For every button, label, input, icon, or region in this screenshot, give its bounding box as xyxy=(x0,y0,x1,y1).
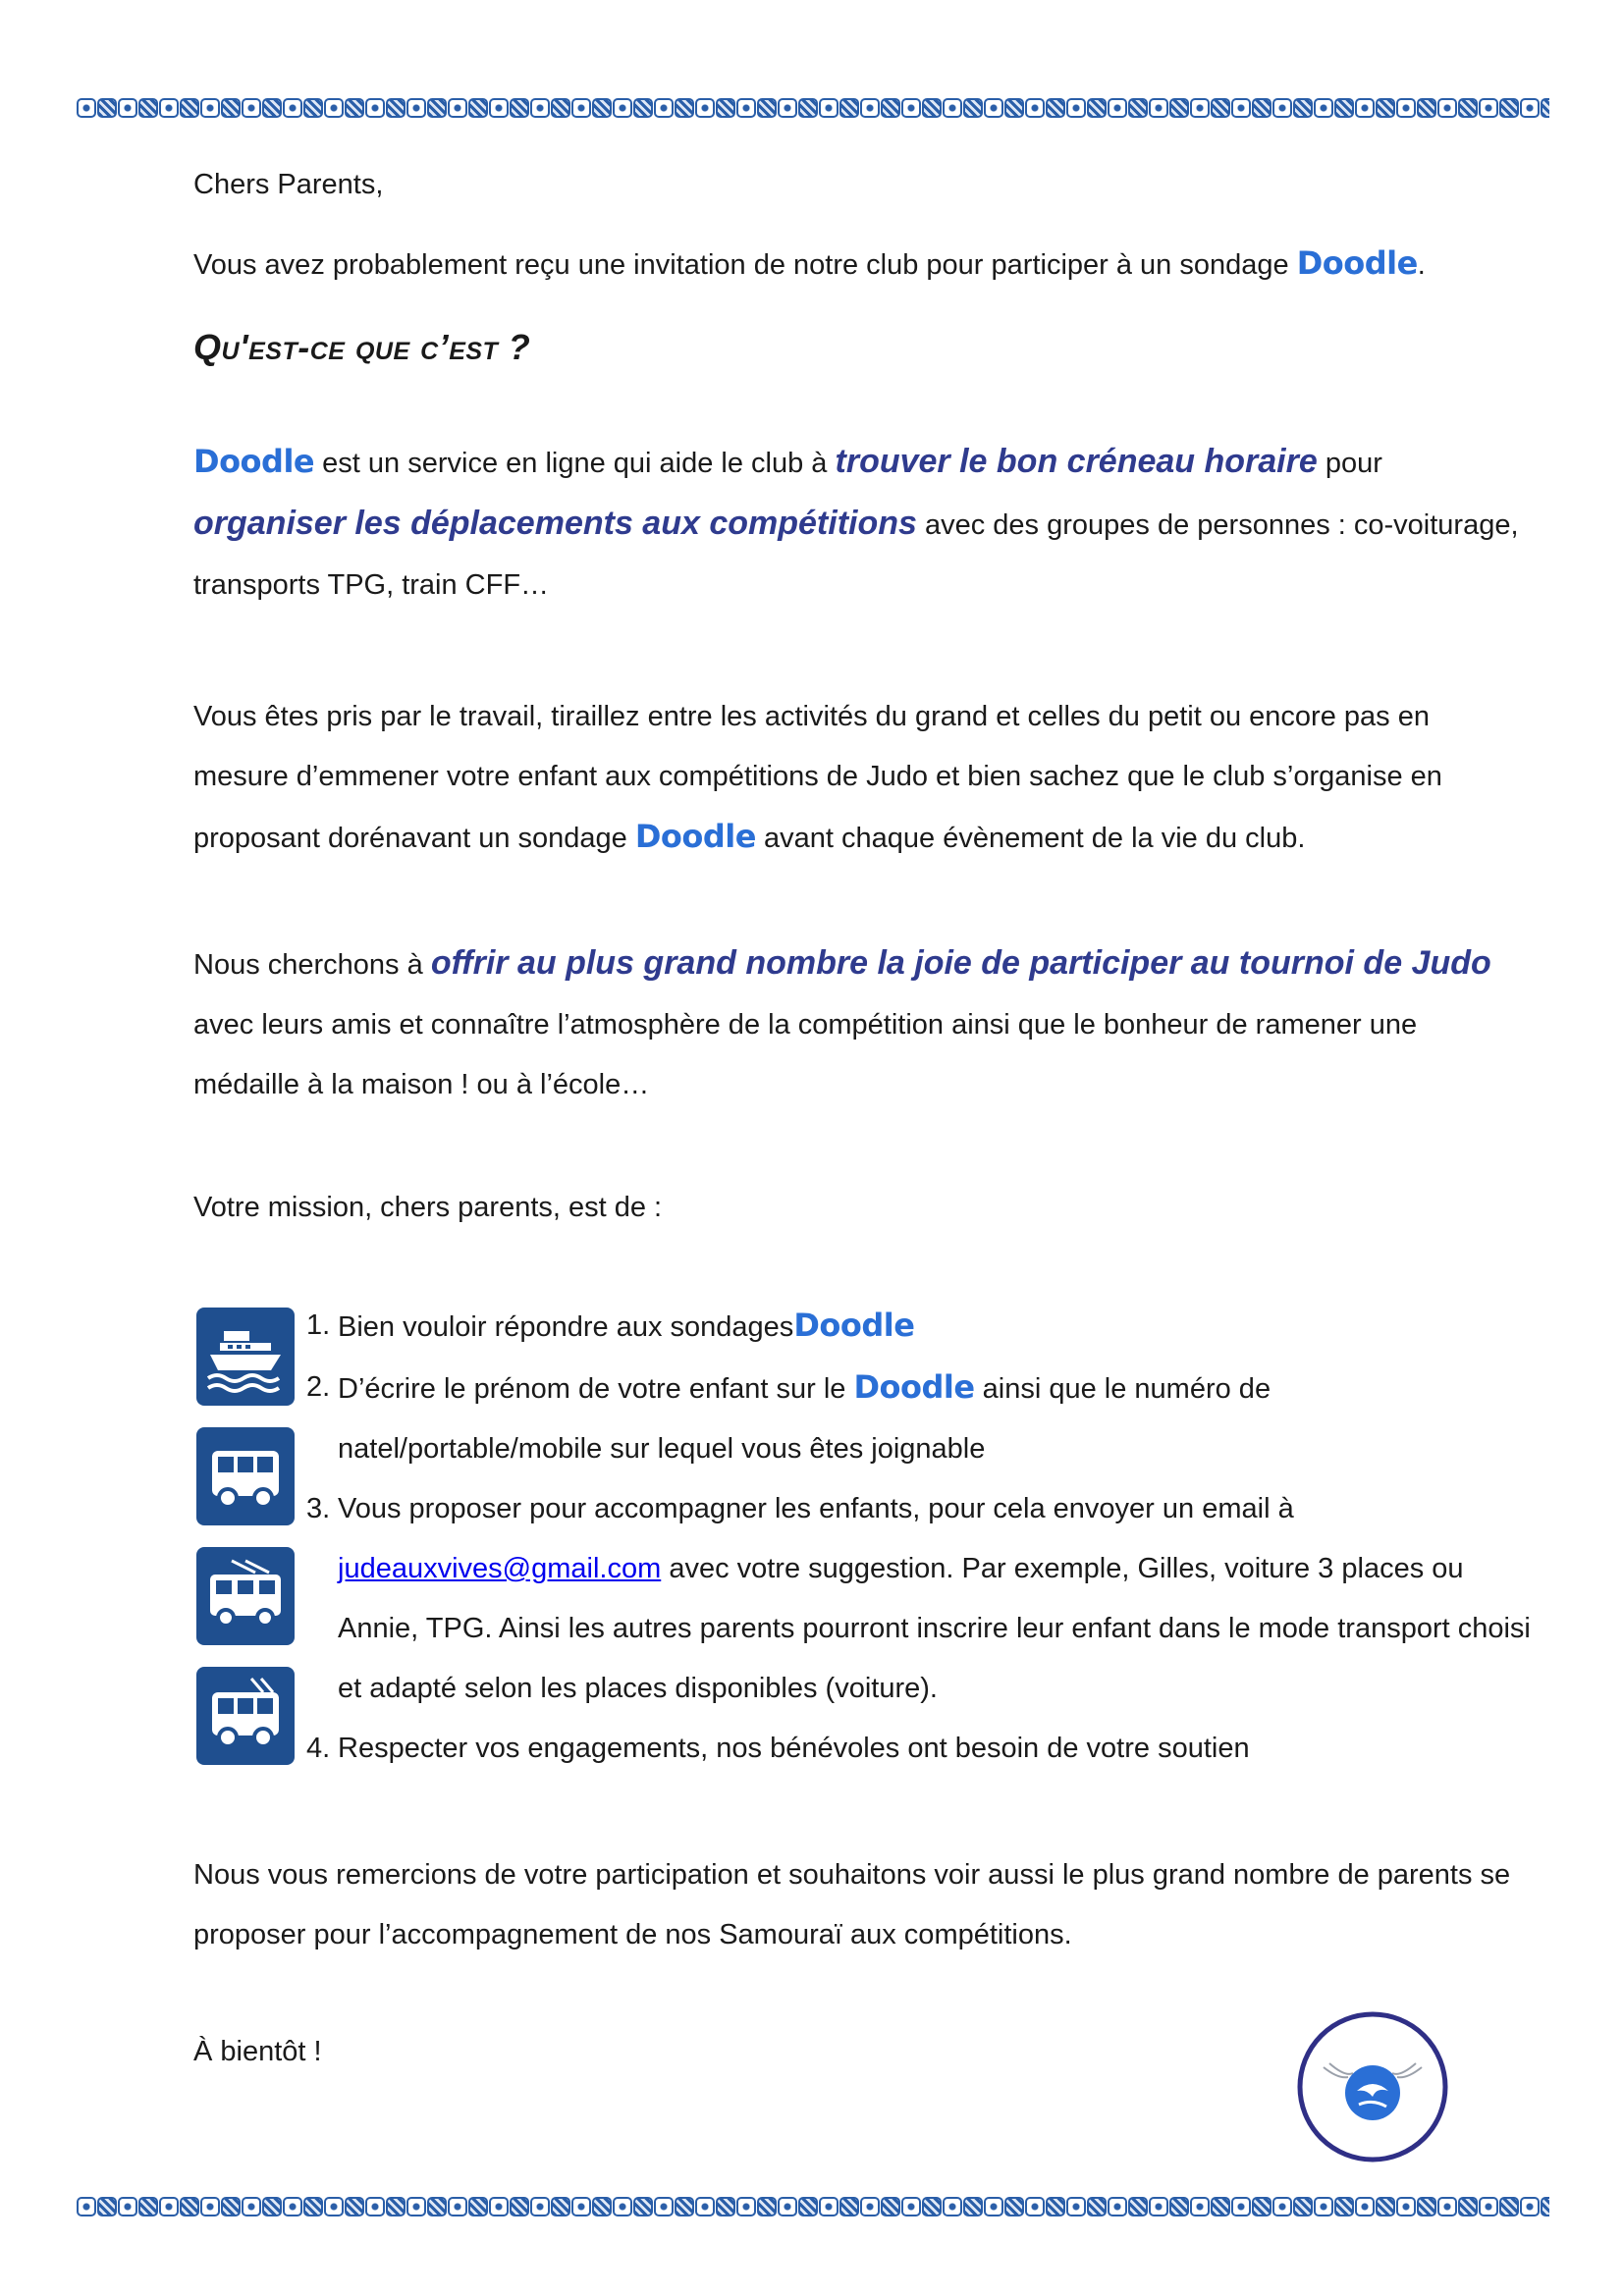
border-tile xyxy=(180,2197,199,2216)
border-tile xyxy=(345,98,364,118)
ferry-icon xyxy=(196,1308,295,1406)
border-tile xyxy=(138,2197,158,2216)
doodle-logo: Doodle xyxy=(193,443,315,480)
border-tile xyxy=(736,2197,756,2216)
border-tile xyxy=(138,98,158,118)
border-tile xyxy=(551,2197,570,2216)
bus-icon xyxy=(196,1427,295,1525)
border-tile xyxy=(1520,2197,1540,2216)
border-tile xyxy=(118,2197,137,2216)
list-item: 4. Respecter vos engagements, nos bénévoles ont besoin de votre soutien xyxy=(306,1733,1250,1764)
border-tile xyxy=(1025,98,1045,118)
border-tile xyxy=(1541,2197,1549,2216)
section-heading: Qu'est-ce que c’est ? xyxy=(193,327,531,367)
border-tile xyxy=(1190,98,1210,118)
border-tile xyxy=(303,2197,323,2216)
border-tile xyxy=(221,2197,241,2216)
border-tile xyxy=(1396,98,1416,118)
border-tile xyxy=(1458,98,1478,118)
paragraph-work: Vous êtes pris par le travail, tiraillez entre les activités du grand et celles du petit ou encore pas en mesure d’emmener votre enfant aux compétitions de Judo et bien sachez que le club s’organise en proposant dorénavant un sondage Doodle avant chaque évènement de la vie du club. xyxy=(193,701,1442,855)
border-tile xyxy=(613,2197,632,2216)
border-tile xyxy=(1025,2197,1045,2216)
border-tile xyxy=(943,2197,962,2216)
border-tile xyxy=(819,2197,839,2216)
border-tile xyxy=(77,2197,96,2216)
border-tile xyxy=(1169,98,1189,118)
border-tile xyxy=(1087,2197,1107,2216)
club-logo xyxy=(1294,2008,1451,2165)
border-tile xyxy=(1396,2197,1416,2216)
border-tile xyxy=(180,98,199,118)
paragraph-doodle-description: Doodle est un service en ligne qui aide le club à trouver le bon créneau horaire pour organiser les déplacements aux compétitions avec des groupes de personnes : co-voiturage, transports TPG, train CFF… xyxy=(193,443,1519,601)
border-tile xyxy=(1479,98,1498,118)
border-tile xyxy=(716,98,735,118)
border-tile xyxy=(159,2197,179,2216)
border-tile xyxy=(283,98,302,118)
border-tile xyxy=(324,98,344,118)
border-tile xyxy=(1066,98,1086,118)
doodle-logo: Doodle xyxy=(793,1307,915,1344)
border-tile xyxy=(1520,98,1540,118)
mission-list xyxy=(306,1296,1534,1779)
border-tile xyxy=(1437,98,1457,118)
border-tile xyxy=(1046,2197,1065,2216)
border-tile xyxy=(901,98,921,118)
border-tile xyxy=(1231,98,1251,118)
border-tile xyxy=(427,98,447,118)
border-tile xyxy=(489,98,509,118)
border-tile xyxy=(675,2197,694,2216)
border-tile xyxy=(1211,2197,1230,2216)
border-tile xyxy=(571,98,591,118)
border-tile xyxy=(695,98,715,118)
border-tile xyxy=(860,2197,880,2216)
border-tile xyxy=(1231,2197,1251,2216)
border-tile xyxy=(901,2197,921,2216)
doodle-logo: Doodle xyxy=(1296,244,1418,282)
border-tile xyxy=(798,98,818,118)
border-tile xyxy=(1128,2197,1148,2216)
border-tile xyxy=(1314,2197,1333,2216)
border-tile xyxy=(1211,98,1230,118)
border-tile xyxy=(1108,98,1127,118)
border-tile xyxy=(675,98,694,118)
border-tile xyxy=(881,2197,900,2216)
border-tile xyxy=(613,98,632,118)
border-tile xyxy=(97,98,117,118)
border-tile xyxy=(262,2197,282,2216)
border-tile xyxy=(510,2197,529,2216)
email-link[interactable]: judeauxvives@gmail.com xyxy=(338,1553,662,1584)
closing-paragraph: Nous vous remercions de votre participation et souhaitons voir aussi le plus grand nombre de parents se proposer pour l’accompagnement de nos Samouraï aux compétitions. xyxy=(193,1859,1511,1950)
border-tile xyxy=(1334,2197,1354,2216)
border-tile xyxy=(489,2197,509,2216)
border-tile xyxy=(1293,98,1313,118)
border-tile xyxy=(365,2197,385,2216)
border-tile xyxy=(757,2197,777,2216)
border-tile xyxy=(345,2197,364,2216)
border-tile xyxy=(1499,98,1519,118)
list-item: 2. D’écrire le prénom de votre enfant sur le Doodle ainsi que le numéro de natel/portable/mobile sur lequel vous êtes joignable xyxy=(306,1368,1271,1465)
border-tile xyxy=(200,98,220,118)
border-tile xyxy=(448,2197,467,2216)
border-tile xyxy=(963,2197,983,2216)
border-tile xyxy=(1004,2197,1024,2216)
border-tile xyxy=(881,98,900,118)
border-tile xyxy=(1128,98,1148,118)
border-tile xyxy=(468,2197,488,2216)
border-tile xyxy=(324,2197,344,2216)
border-tile xyxy=(1355,98,1375,118)
emphasis-text: trouver le bon créneau horaire xyxy=(835,443,1318,480)
border-tile xyxy=(922,98,942,118)
border-tile xyxy=(406,2197,426,2216)
border-tile xyxy=(1272,2197,1292,2216)
border-tile xyxy=(922,2197,942,2216)
border-tile xyxy=(551,98,570,118)
border-tile xyxy=(633,2197,653,2216)
border-tile xyxy=(1066,2197,1086,2216)
border-tile xyxy=(839,98,859,118)
border-tile xyxy=(448,98,467,118)
border-tile xyxy=(386,2197,406,2216)
emphasis-text: organiser les déplacements aux compétitions xyxy=(193,505,917,542)
border-tile xyxy=(1252,2197,1271,2216)
border-tile xyxy=(242,2197,261,2216)
border-tile xyxy=(716,2197,735,2216)
border-tile xyxy=(221,98,241,118)
border-tile xyxy=(695,2197,715,2216)
border-tile xyxy=(984,2197,1003,2216)
border-tile xyxy=(592,2197,612,2216)
paragraph-goal: Nous cherchons à offrir au plus grand nombre la joie de participer au tournoi de Judo avec leurs amis et connaître l’atmosphère de la compétition ainsi que le bonheur de ramener une médaille à la maison ! ou à l’école… xyxy=(193,944,1491,1100)
border-tile xyxy=(365,98,385,118)
border-tile xyxy=(1149,2197,1168,2216)
border-tile xyxy=(1149,98,1168,118)
border-tile xyxy=(819,98,839,118)
trolleybus-icon xyxy=(196,1667,295,1765)
list-item: 3. Vous proposer pour accompagner les enfants, pour cela envoyer un email à judeauxvives@gmail.com avec votre suggestion. Par exemple, Gilles, voiture 3 places ou Annie, TPG. Ainsi les autres parents pourront inscrire leur enfant dans le mode transport choisi et adapté selon les places disponibles (voiture). xyxy=(306,1493,1531,1704)
border-tile xyxy=(242,98,261,118)
border-tile xyxy=(592,98,612,118)
border-tile xyxy=(1376,2197,1395,2216)
decorative-border-bottom xyxy=(77,2197,1549,2218)
border-tile xyxy=(963,98,983,118)
doodle-logo: Doodle xyxy=(634,818,756,855)
border-tile xyxy=(1334,98,1354,118)
border-tile xyxy=(406,98,426,118)
border-tile xyxy=(654,2197,674,2216)
border-tile xyxy=(1190,2197,1210,2216)
border-tile xyxy=(77,98,96,118)
border-tile xyxy=(159,98,179,118)
border-tile xyxy=(262,98,282,118)
border-tile xyxy=(757,98,777,118)
border-tile xyxy=(1541,98,1549,118)
border-tile xyxy=(97,2197,117,2216)
border-tile xyxy=(303,98,323,118)
border-tile xyxy=(530,98,550,118)
border-tile xyxy=(1417,2197,1436,2216)
border-tile xyxy=(798,2197,818,2216)
border-tile xyxy=(654,98,674,118)
border-tile xyxy=(1458,2197,1478,2216)
mission-intro: Votre mission, chers parents, est de : xyxy=(193,1192,663,1223)
border-tile xyxy=(1272,98,1292,118)
border-tile xyxy=(1108,2197,1127,2216)
emphasis-text: offrir au plus grand nombre la joie de participer au tournoi de Judo xyxy=(430,944,1491,982)
list-item: 1. Bien vouloir répondre aux sondagesDoodle xyxy=(306,1307,915,1344)
border-tile xyxy=(530,2197,550,2216)
signoff: À bientôt ! xyxy=(193,2036,322,2067)
border-tile xyxy=(1004,98,1024,118)
border-tile xyxy=(283,2197,302,2216)
border-tile xyxy=(386,98,406,118)
border-tile xyxy=(860,98,880,118)
border-tile xyxy=(839,2197,859,2216)
intro-paragraph: Vous avez probablement reçu une invitation de notre club pour participer à un sondage Doodle. xyxy=(193,244,1426,282)
border-tile xyxy=(1046,98,1065,118)
border-tile xyxy=(1479,2197,1498,2216)
border-tile xyxy=(510,98,529,118)
border-tile xyxy=(571,2197,591,2216)
border-tile xyxy=(468,98,488,118)
border-tile xyxy=(1417,98,1436,118)
border-tile xyxy=(1169,2197,1189,2216)
border-tile xyxy=(1376,98,1395,118)
border-tile xyxy=(1293,2197,1313,2216)
border-tile xyxy=(200,2197,220,2216)
border-tile xyxy=(1252,98,1271,118)
border-tile xyxy=(118,98,137,118)
border-tile xyxy=(778,2197,797,2216)
border-tile xyxy=(1499,2197,1519,2216)
border-tile xyxy=(1355,2197,1375,2216)
border-tile xyxy=(984,98,1003,118)
border-tile xyxy=(736,98,756,118)
border-tile xyxy=(778,98,797,118)
border-tile xyxy=(943,98,962,118)
tram-icon xyxy=(196,1547,295,1645)
greeting: Chers Parents, xyxy=(193,169,384,200)
border-tile xyxy=(633,98,653,118)
border-tile xyxy=(1087,98,1107,118)
border-tile xyxy=(1314,98,1333,118)
decorative-border-top xyxy=(77,98,1549,120)
border-tile xyxy=(427,2197,447,2216)
doodle-logo: Doodle xyxy=(853,1368,975,1406)
border-tile xyxy=(1437,2197,1457,2216)
